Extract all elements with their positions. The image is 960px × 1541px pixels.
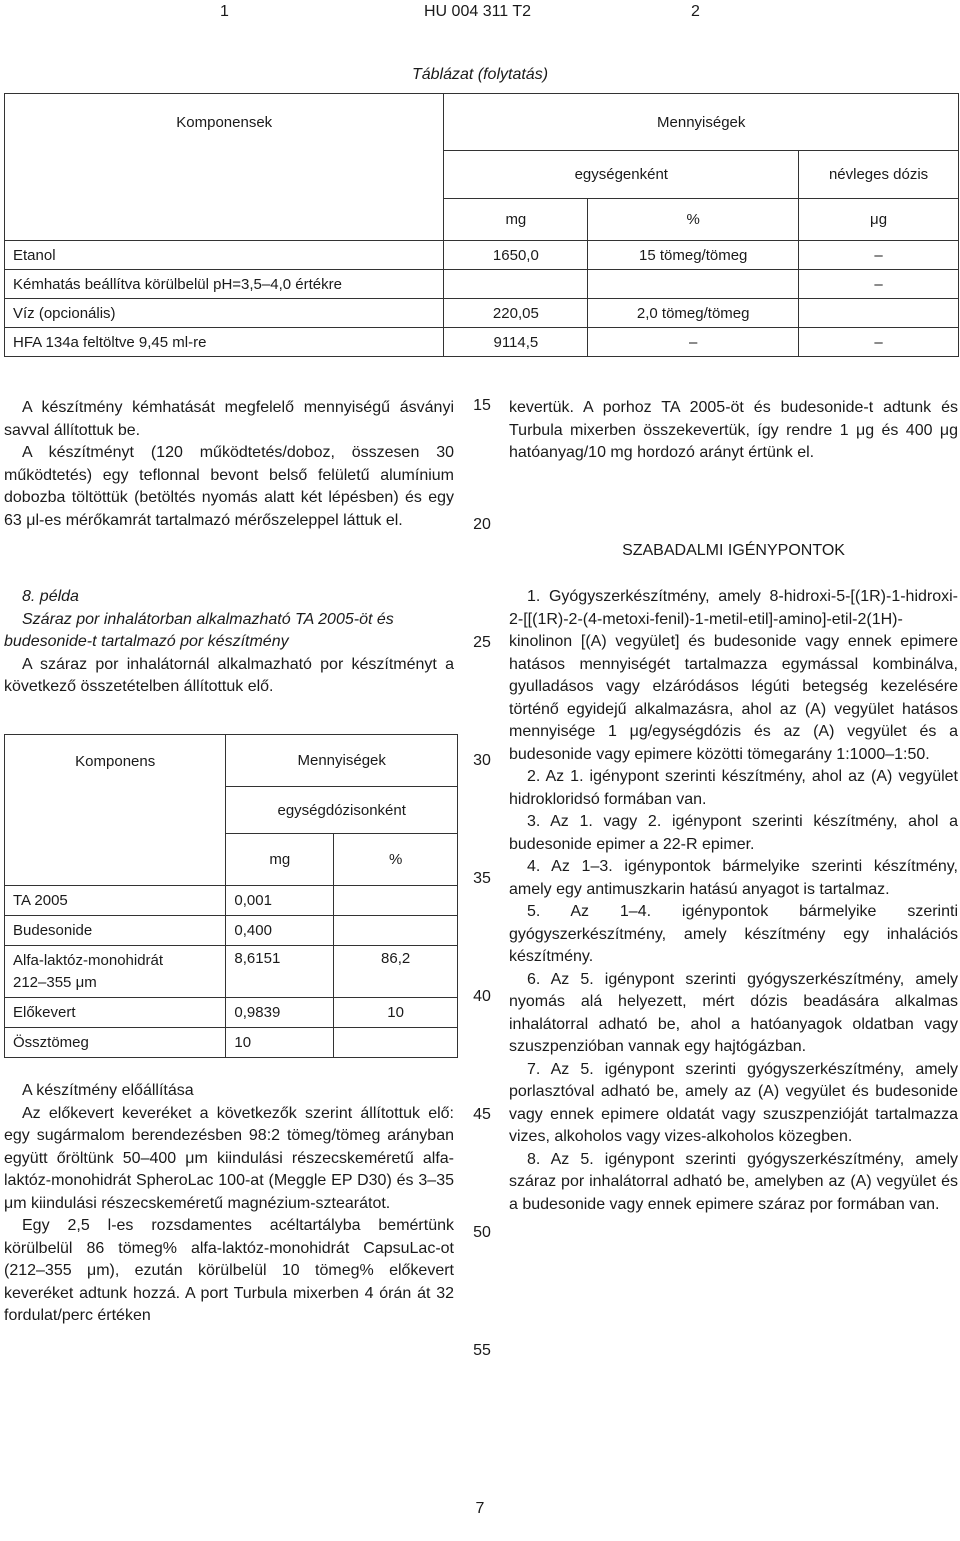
claims-list xyxy=(509,586,958,1216)
table1-header-nominal-dose: névleges dózis xyxy=(799,151,959,199)
claim-item: 2. Az 1. igénypont szerinti készítmény, ahol az (A) vegyület hidrokloridsó formában van. xyxy=(509,768,958,808)
claim-item: 5. Az 1–4. igénypontok bármelyike szerinti gyógyszerkészítmény, amely készítmény egy inhalációs készítmény. xyxy=(509,903,958,965)
table-cell: 0,400 xyxy=(226,916,334,946)
table-cell: 86,2 xyxy=(334,946,458,998)
table1-header-per-unit: egységenként xyxy=(444,151,799,199)
header-right: 2 xyxy=(691,3,700,20)
table-cell: – xyxy=(799,270,959,299)
line-number: 35 xyxy=(473,870,491,887)
table2 xyxy=(4,734,458,1058)
table-cell: 10 xyxy=(226,1028,334,1058)
left-column-top xyxy=(4,397,454,532)
table1-header-quantities: Mennyiségek xyxy=(444,94,959,151)
page-header xyxy=(0,0,960,24)
example-section xyxy=(4,586,454,699)
table1-unit-ug: μg xyxy=(799,199,959,241)
table-cell xyxy=(334,916,458,946)
page-number: 7 xyxy=(475,1500,485,1517)
table-cell: 0,9839 xyxy=(226,998,334,1028)
paragraph: A készítményt (120 működtetés/doboz, összesen 30 működtetés) egy teflonnal bevont belső felületű alumínium dobozba töltöttük (betöltés nyomás alatt két lépésben) és egy 63 μl-es mérőkamrát tartalmazó mérőszeleppel láttuk el. xyxy=(4,444,454,529)
table-row xyxy=(5,299,959,328)
table-cell xyxy=(799,299,959,328)
line-number: 50 xyxy=(473,1224,491,1241)
table-cell: 2,0 tömeg/tömeg xyxy=(588,299,799,328)
header-left: 1 xyxy=(220,3,229,20)
line-number: 45 xyxy=(473,1106,491,1123)
table2-unit-mg: mg xyxy=(226,834,334,886)
line-number: 55 xyxy=(473,1342,491,1359)
paragraph: kevertük. A porhoz TA 2005-öt és budesonide-t adtunk és Turbula mixerben összekevertük, így rendre 1 μg és 400 μg hatóanyag/10 mg hordozó arányt értünk el. xyxy=(509,399,958,461)
claim-item: 4. Az 1–3. igénypontok bármelyike szerinti készítmény, amely egy antimuszkarin hatású anyagot is tartalmaz. xyxy=(509,858,958,898)
claim-item: 3. Az 1. vagy 2. igénypont szerinti készítmény, ahol a budesonide epimer a 22-R epimer. xyxy=(509,813,958,853)
table-cell xyxy=(5,946,226,998)
table-cell: Össztömeg xyxy=(5,1028,226,1058)
table1-unit-percent: % xyxy=(588,199,799,241)
table-row xyxy=(5,998,458,1028)
claims-title: SZABADALMI IGÉNYPONTOK xyxy=(622,542,845,559)
table1 xyxy=(4,93,959,357)
claim-item: 8. Az 5. igénypont szerinti gyógyszerkészítmény, amely száraz por inhalátorral adható be, amelyben az (A) vegyület és a budesonide vagy ennek epimere száraz por formában van. xyxy=(509,1150,958,1213)
table-cell: Budesonide xyxy=(5,916,226,946)
table-cell: Etanol xyxy=(5,241,444,270)
table-row xyxy=(5,886,458,916)
table1-header-components: Komponensek xyxy=(5,94,444,241)
preparation-section xyxy=(4,1080,454,1328)
table-cell: 1650,0 xyxy=(444,241,588,270)
table-cell: 15 tömeg/tömeg xyxy=(588,241,799,270)
table-cell: HFA 134a feltöltve 9,45 ml-re xyxy=(5,328,444,357)
table-cell xyxy=(444,270,588,299)
claim-item: 1. Gyógyszerkészítmény, amely 8-hidroxi-5-[(1R)-1-hidroxi-2-[[(1R)-2-(4-metoxi-fenil)-1-metil-etil]-amino]-etil-2(1H)-kinolinon [(A) vegyület] és budesonide vagy ennek epimere hatásos mennyiségét tartalmazza egymással kombinálva, gyulladásos vagy elzáródásos légúti betegség kezelésére történő egyidejű alkalmazásra, ahol az (A) vegyület hatásos mennyisége 1 μg/egységdózis és az (A) vegyület és a budesonide vagy epimere közötti tömegarány 1:1000–1:50. xyxy=(509,588,958,763)
header-center: HU 004 311 T2 xyxy=(424,3,532,20)
claim-item: 6. Az 5. igénypont szerinti gyógyszerkészítmény, amely nyomás alá helyezett, mért dózis beadására alkalmas inhalátorral adható be, ahol a hatóanyagok oldatban vagy szuszpenzióban vannak egy hajtógázban. xyxy=(509,970,958,1055)
table-cell: – xyxy=(799,241,959,270)
table-cell: 9114,5 xyxy=(444,328,588,357)
example-title: Száraz por inhalátorban alkalmazható TA 2005-öt és budesonide-t tartalmazó por készítmény xyxy=(4,610,394,650)
cell-line: Alfa-laktóz-monohidrát xyxy=(13,952,164,969)
table-cell: 8,6151 xyxy=(226,946,334,998)
table-row xyxy=(5,270,959,299)
line-number: 25 xyxy=(473,634,491,651)
paragraph: A száraz por inhalátornál alkalmazható por készítményt a következő összetételben állítottuk elő. xyxy=(4,655,454,695)
table-row xyxy=(5,241,959,270)
paragraph: Egy 2,5 l-es rozsdamentes acéltartályba bemértünk körülbelül 86 tömeg% alfa-laktóz-monohidrát CapsuLac-ot (212–355 μm), ezután körülbelül 10 tömeg% előkevert keveréket adtunk hozzá. A port Turbula mixerben 4 órán át 32 fordulat/perc értéken xyxy=(4,1217,454,1324)
line-number: 15 xyxy=(473,397,491,414)
table2-header-component: Komponens xyxy=(5,735,226,886)
table1-caption: Táblázat (folytatás) xyxy=(411,66,549,83)
table-cell xyxy=(334,886,458,916)
table-cell: – xyxy=(799,328,959,357)
cell-line: 212–355 μm xyxy=(13,974,97,991)
table-row xyxy=(5,916,458,946)
table-cell xyxy=(334,1028,458,1058)
table-row xyxy=(5,946,458,998)
table-cell: Víz (opcionális) xyxy=(5,299,444,328)
example-number: 8. példa xyxy=(22,588,79,605)
table2-header-quantities: Mennyiségek xyxy=(226,735,458,787)
table-row xyxy=(5,1028,458,1058)
line-number: 30 xyxy=(473,752,491,769)
paragraph: A készítmény kémhatását megfelelő mennyiségű ásványi savval állítottuk be. xyxy=(4,399,454,439)
right-column-top xyxy=(509,397,958,465)
table-cell: – xyxy=(588,328,799,357)
paragraph: Az előkevert keveréket a következők szerint állítottuk elő: egy sugármalom berendezésben 98:2 tömeg/tömeg arányban együtt őröltünk 50–400 μm kiindulási részecskeméretű alfa-laktóz-monohidrát SpheroLac 100-at (Meggle EP D30) és 3–35 μm kiindulási részecskeméretű magnézium-sztearátot. xyxy=(4,1104,454,1212)
line-number: 20 xyxy=(473,516,491,533)
table-cell: 0,001 xyxy=(226,886,334,916)
table2-header-per-dose: egységdózisonként xyxy=(226,787,458,834)
table-cell: Előkevert xyxy=(5,998,226,1028)
table-row xyxy=(5,328,959,357)
table-cell: 220,05 xyxy=(444,299,588,328)
line-number: 40 xyxy=(473,988,491,1005)
table2-unit-percent: % xyxy=(334,834,458,886)
table1-unit-mg: mg xyxy=(444,199,588,241)
table-cell: Kémhatás beállítva körülbelül pH=3,5–4,0 értékre xyxy=(5,270,444,299)
claim-item: 7. Az 5. igénypont szerinti gyógyszerkészítmény, amely porlasztóval adható be, amely az (A) vegyület és budesonide vagy ennek epimere oldatát vagy szuszpenzióját tartalmazza vizes, alkoholos vagy vizes-alkoholos közegben. xyxy=(509,1060,958,1145)
section-title: A készítmény előállítása xyxy=(22,1082,194,1099)
table-cell xyxy=(588,270,799,299)
table-cell: TA 2005 xyxy=(5,886,226,916)
table-cell: 10 xyxy=(334,998,458,1028)
